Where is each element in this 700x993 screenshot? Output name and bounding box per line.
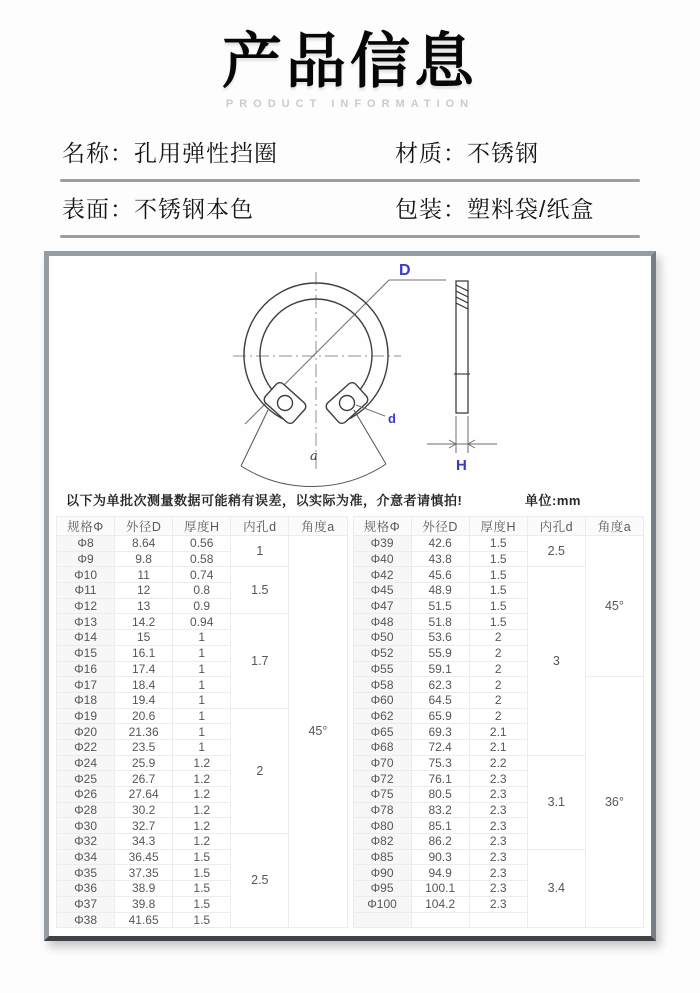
spec-cell: 13 xyxy=(115,598,173,614)
spec-cell: 1.5 xyxy=(469,614,527,630)
table-row xyxy=(57,536,348,552)
spec-cell: 8.64 xyxy=(115,536,173,552)
spec-cell: 41.65 xyxy=(115,912,173,928)
spec-cell: 51.5 xyxy=(411,598,469,614)
spec-cell: Φ48 xyxy=(353,614,411,630)
spec-cell: 1.2 xyxy=(173,834,231,850)
spec-cell: 20.6 xyxy=(115,708,173,724)
spec-cell: Φ58 xyxy=(353,677,411,693)
note-row xyxy=(49,488,651,512)
spec-cell: 32.7 xyxy=(115,818,173,834)
column-header: 内孔d xyxy=(231,517,289,536)
title-block xyxy=(0,0,700,110)
spec-cell: 14.2 xyxy=(115,614,173,630)
column-header: 角度a xyxy=(289,517,347,536)
column-header: 厚度H xyxy=(469,517,527,536)
spec-cell: 2 xyxy=(469,692,527,708)
inner-hole-cell: 2.5 xyxy=(231,834,289,928)
spec-cell: 2.3 xyxy=(469,881,527,897)
spec-cell: 1.5 xyxy=(173,896,231,912)
spec-cell: Φ72 xyxy=(353,771,411,787)
spec-cell xyxy=(353,912,411,928)
spec-cell: 15 xyxy=(115,630,173,646)
spec-cell: 80.5 xyxy=(411,787,469,803)
spec-cell: 64.5 xyxy=(411,692,469,708)
spec-cell: 1.5 xyxy=(469,567,527,583)
spec-cell: 37.35 xyxy=(115,865,173,881)
spec-table-left xyxy=(56,516,348,928)
spec-cell: 2 xyxy=(469,708,527,724)
angle-cell: 45° xyxy=(585,536,643,677)
attr-surface-label: 表面： xyxy=(62,196,134,222)
spec-cell: Φ12 xyxy=(57,598,115,614)
spec-cell: Φ40 xyxy=(353,551,411,567)
spec-cell: Φ68 xyxy=(353,739,411,755)
spec-cell: 0.94 xyxy=(173,614,231,630)
spec-cell: Φ90 xyxy=(353,865,411,881)
spec-cell: Φ34 xyxy=(57,849,115,865)
spec-cell: 1.5 xyxy=(469,598,527,614)
attr-packaging-value: 塑料袋/纸盒 xyxy=(467,196,595,222)
lug-hole-leader-line xyxy=(356,405,385,416)
header-row xyxy=(353,517,644,536)
spec-cell: 65.9 xyxy=(411,708,469,724)
spec-cell: 0.74 xyxy=(173,567,231,583)
spec-cell: 2.3 xyxy=(469,818,527,834)
attr-name-label: 名称： xyxy=(62,140,134,166)
column-header: 厚度H xyxy=(173,517,231,536)
spec-cell: 1.5 xyxy=(173,849,231,865)
inner-hole-cell: 1.7 xyxy=(231,614,289,708)
spec-cell: 85.1 xyxy=(411,818,469,834)
spec-cell: 1.2 xyxy=(173,755,231,771)
spec-cell: 0.8 xyxy=(173,583,231,599)
spec-cell: 51.8 xyxy=(411,614,469,630)
thickness-dimension xyxy=(427,416,497,453)
center-lines xyxy=(233,272,401,472)
spec-cell: 76.1 xyxy=(411,771,469,787)
attr-name-value: 孔用弹性挡圈 xyxy=(134,140,278,166)
spec-cell: 39.8 xyxy=(115,896,173,912)
spec-box xyxy=(44,251,656,941)
spec-table-right xyxy=(353,516,645,928)
spec-cell: Φ85 xyxy=(353,849,411,865)
spec-cell: Φ70 xyxy=(353,755,411,771)
spec-cell: 21.36 xyxy=(115,724,173,740)
spec-cell: 75.3 xyxy=(411,755,469,771)
spec-cell: 1 xyxy=(173,630,231,646)
spec-cell: 90.3 xyxy=(411,849,469,865)
spec-cell: Φ50 xyxy=(353,630,411,646)
spec-cell: 18.4 xyxy=(115,677,173,693)
spec-cell: 2.3 xyxy=(469,834,527,850)
attr-surface-value: 不锈钢本色 xyxy=(134,196,254,222)
spec-cell: Φ16 xyxy=(57,661,115,677)
inner-hole-cell: 2.5 xyxy=(527,536,585,567)
spec-cell: 2.1 xyxy=(469,739,527,755)
spec-cell: 1 xyxy=(173,708,231,724)
spec-cell: Φ24 xyxy=(57,755,115,771)
spec-cell: 1.2 xyxy=(173,818,231,834)
spec-cell: 83.2 xyxy=(411,802,469,818)
spec-cell: Φ8 xyxy=(57,536,115,552)
measurement-note: 以下为单批次测量数据可能稍有误差，以实际为准，介意者请慎拍! xyxy=(66,493,463,508)
spec-cell: 2.3 xyxy=(469,771,527,787)
spec-cell: 17.4 xyxy=(115,661,173,677)
spec-cell: 1.5 xyxy=(469,583,527,599)
spec-cell: Φ75 xyxy=(353,787,411,803)
spec-cell: 1 xyxy=(173,661,231,677)
table-row xyxy=(353,677,644,693)
spec-cell: Φ62 xyxy=(353,708,411,724)
spec-cell: 55.9 xyxy=(411,645,469,661)
spec-cell: 0.56 xyxy=(173,536,231,552)
spec-cell: Φ11 xyxy=(57,583,115,599)
spec-cell: Φ30 xyxy=(57,818,115,834)
spec-cell: 94.9 xyxy=(411,865,469,881)
page-title: 产品信息 xyxy=(222,28,478,95)
spec-cell: 0.9 xyxy=(173,598,231,614)
spec-cell: 1.2 xyxy=(173,787,231,803)
side-view xyxy=(427,281,497,453)
label-outer-diameter: D xyxy=(399,262,411,279)
spec-cell: 2 xyxy=(469,677,527,693)
column-header: 外径D xyxy=(411,517,469,536)
divider-bottom xyxy=(60,235,640,238)
attr-name xyxy=(62,135,395,168)
spec-cell: 38.9 xyxy=(115,881,173,897)
spec-cell: 45.6 xyxy=(411,567,469,583)
spec-cell: 0.58 xyxy=(173,551,231,567)
spec-cell: 1.2 xyxy=(173,771,231,787)
spec-cell: Φ28 xyxy=(57,802,115,818)
unit-label: 单位:mm xyxy=(525,493,581,508)
attribute-row-2 xyxy=(60,182,640,235)
spec-cell: 1 xyxy=(173,739,231,755)
spec-cell: 36.45 xyxy=(115,849,173,865)
attr-surface xyxy=(62,191,395,224)
spec-cell: Φ26 xyxy=(57,787,115,803)
header-row xyxy=(57,517,348,536)
spec-cell: 59.1 xyxy=(411,661,469,677)
attr-packaging-label: 包装： xyxy=(395,196,467,222)
circlip-drawing-svg xyxy=(49,256,651,488)
spec-cell: Φ25 xyxy=(57,771,115,787)
spec-cell: 1 xyxy=(173,677,231,693)
spec-cell: 26.7 xyxy=(115,771,173,787)
spec-cell: 43.8 xyxy=(411,551,469,567)
column-header: 内孔d xyxy=(527,517,585,536)
page-subtitle: PRODUCT INFORMATION xyxy=(225,98,475,110)
spec-cell: 2.1 xyxy=(469,724,527,740)
spec-cell: Φ18 xyxy=(57,692,115,708)
spec-cell: 53.6 xyxy=(411,630,469,646)
spec-cell: 1.5 xyxy=(469,551,527,567)
spec-cell: Φ47 xyxy=(353,598,411,614)
spec-cell: Φ100 xyxy=(353,896,411,912)
spec-cell: Φ15 xyxy=(57,645,115,661)
spec-cell: 2.3 xyxy=(469,849,527,865)
attr-material-value: 不锈钢 xyxy=(467,140,539,166)
spec-cell: 25.9 xyxy=(115,755,173,771)
spec-cell: 1 xyxy=(173,724,231,740)
spec-cell: Φ42 xyxy=(353,567,411,583)
label-thickness: H xyxy=(456,457,467,474)
spec-cell: 2 xyxy=(469,645,527,661)
spec-cell: Φ39 xyxy=(353,536,411,552)
attr-material xyxy=(395,135,539,168)
spec-cell: 2.3 xyxy=(469,896,527,912)
attr-packaging xyxy=(395,191,594,224)
spec-cell: 62.3 xyxy=(411,677,469,693)
inner-hole-cell: 1.5 xyxy=(231,567,289,614)
spec-cell: 34.3 xyxy=(115,834,173,850)
spec-cell: 2.3 xyxy=(469,865,527,881)
spec-cell: 1.5 xyxy=(173,865,231,881)
spec-cell: Φ38 xyxy=(57,912,115,928)
spec-cell: Φ65 xyxy=(353,724,411,740)
spec-cell: Φ80 xyxy=(353,818,411,834)
spec-cell: Φ10 xyxy=(57,567,115,583)
left-lug-hole xyxy=(278,396,293,411)
spec-cell: 1.2 xyxy=(173,802,231,818)
spec-cell: 30.2 xyxy=(115,802,173,818)
attr-material-label: 材质： xyxy=(395,140,467,166)
angle-cell: 36° xyxy=(585,677,643,928)
right-lug-hole xyxy=(340,396,355,411)
spec-cell: 1.5 xyxy=(173,881,231,897)
spec-cell: 72.4 xyxy=(411,739,469,755)
spec-cell: 2.3 xyxy=(469,802,527,818)
spec-tables xyxy=(49,512,651,936)
spec-cell: 1.5 xyxy=(469,536,527,552)
spec-cell: 104.2 xyxy=(411,896,469,912)
spec-cell: Φ36 xyxy=(57,881,115,897)
spec-cell: 1 xyxy=(173,692,231,708)
angle-cell: 45° xyxy=(289,536,347,928)
spec-cell: 2.2 xyxy=(469,755,527,771)
column-header: 规格Φ xyxy=(57,517,115,536)
spec-cell: Φ32 xyxy=(57,834,115,850)
spec-cell: 16.1 xyxy=(115,645,173,661)
spec-cell: 100.1 xyxy=(411,881,469,897)
spec-cell: Φ35 xyxy=(57,865,115,881)
spec-cell: Φ60 xyxy=(353,692,411,708)
spec-cell: 2 xyxy=(469,630,527,646)
attributes-section xyxy=(60,126,640,238)
spec-cell: Φ9 xyxy=(57,551,115,567)
spec-cell: Φ82 xyxy=(353,834,411,850)
spec-cell: Φ19 xyxy=(57,708,115,724)
spec-cell: 23.5 xyxy=(115,739,173,755)
spec-cell: 42.6 xyxy=(411,536,469,552)
inner-hole-cell: 2 xyxy=(231,708,289,834)
spec-cell: Φ14 xyxy=(57,630,115,646)
spec-cell: 27.64 xyxy=(115,787,173,803)
spec-cell: Φ22 xyxy=(57,739,115,755)
spec-cell: Φ45 xyxy=(353,583,411,599)
inner-hole-cell: 3.4 xyxy=(527,849,585,927)
spec-cell xyxy=(411,912,469,928)
spec-cell: 1.5 xyxy=(173,912,231,928)
spec-cell: Φ20 xyxy=(57,724,115,740)
column-header: 外径D xyxy=(115,517,173,536)
spec-cell: 69.3 xyxy=(411,724,469,740)
spec-cell: 11 xyxy=(115,567,173,583)
spec-cell: Φ52 xyxy=(353,645,411,661)
column-header: 角度a xyxy=(585,517,643,536)
spec-cell: Φ13 xyxy=(57,614,115,630)
spec-cell: 19.4 xyxy=(115,692,173,708)
spec-cell: 86.2 xyxy=(411,834,469,850)
column-header: 规格Φ xyxy=(353,517,411,536)
inner-hole-cell: 3 xyxy=(527,567,585,755)
circlip-diagram xyxy=(49,256,651,488)
spec-cell: Φ37 xyxy=(57,896,115,912)
spec-cell: Φ78 xyxy=(353,802,411,818)
spec-cell: 1 xyxy=(173,645,231,661)
table-row xyxy=(353,536,644,552)
spec-cell: Φ17 xyxy=(57,677,115,693)
spec-cell: 2.3 xyxy=(469,787,527,803)
spec-cell xyxy=(469,912,527,928)
attribute-row-1 xyxy=(60,126,640,179)
inner-hole-cell: 3.1 xyxy=(527,755,585,849)
inner-hole-cell: 1 xyxy=(231,536,289,567)
label-lug-hole: d xyxy=(388,411,396,426)
label-angle: a xyxy=(310,449,318,464)
spec-cell: 9.8 xyxy=(115,551,173,567)
spec-cell: 12 xyxy=(115,583,173,599)
spec-cell: Φ95 xyxy=(353,881,411,897)
spec-cell: 48.9 xyxy=(411,583,469,599)
spec-cell: Φ55 xyxy=(353,661,411,677)
spec-cell: 2 xyxy=(469,661,527,677)
